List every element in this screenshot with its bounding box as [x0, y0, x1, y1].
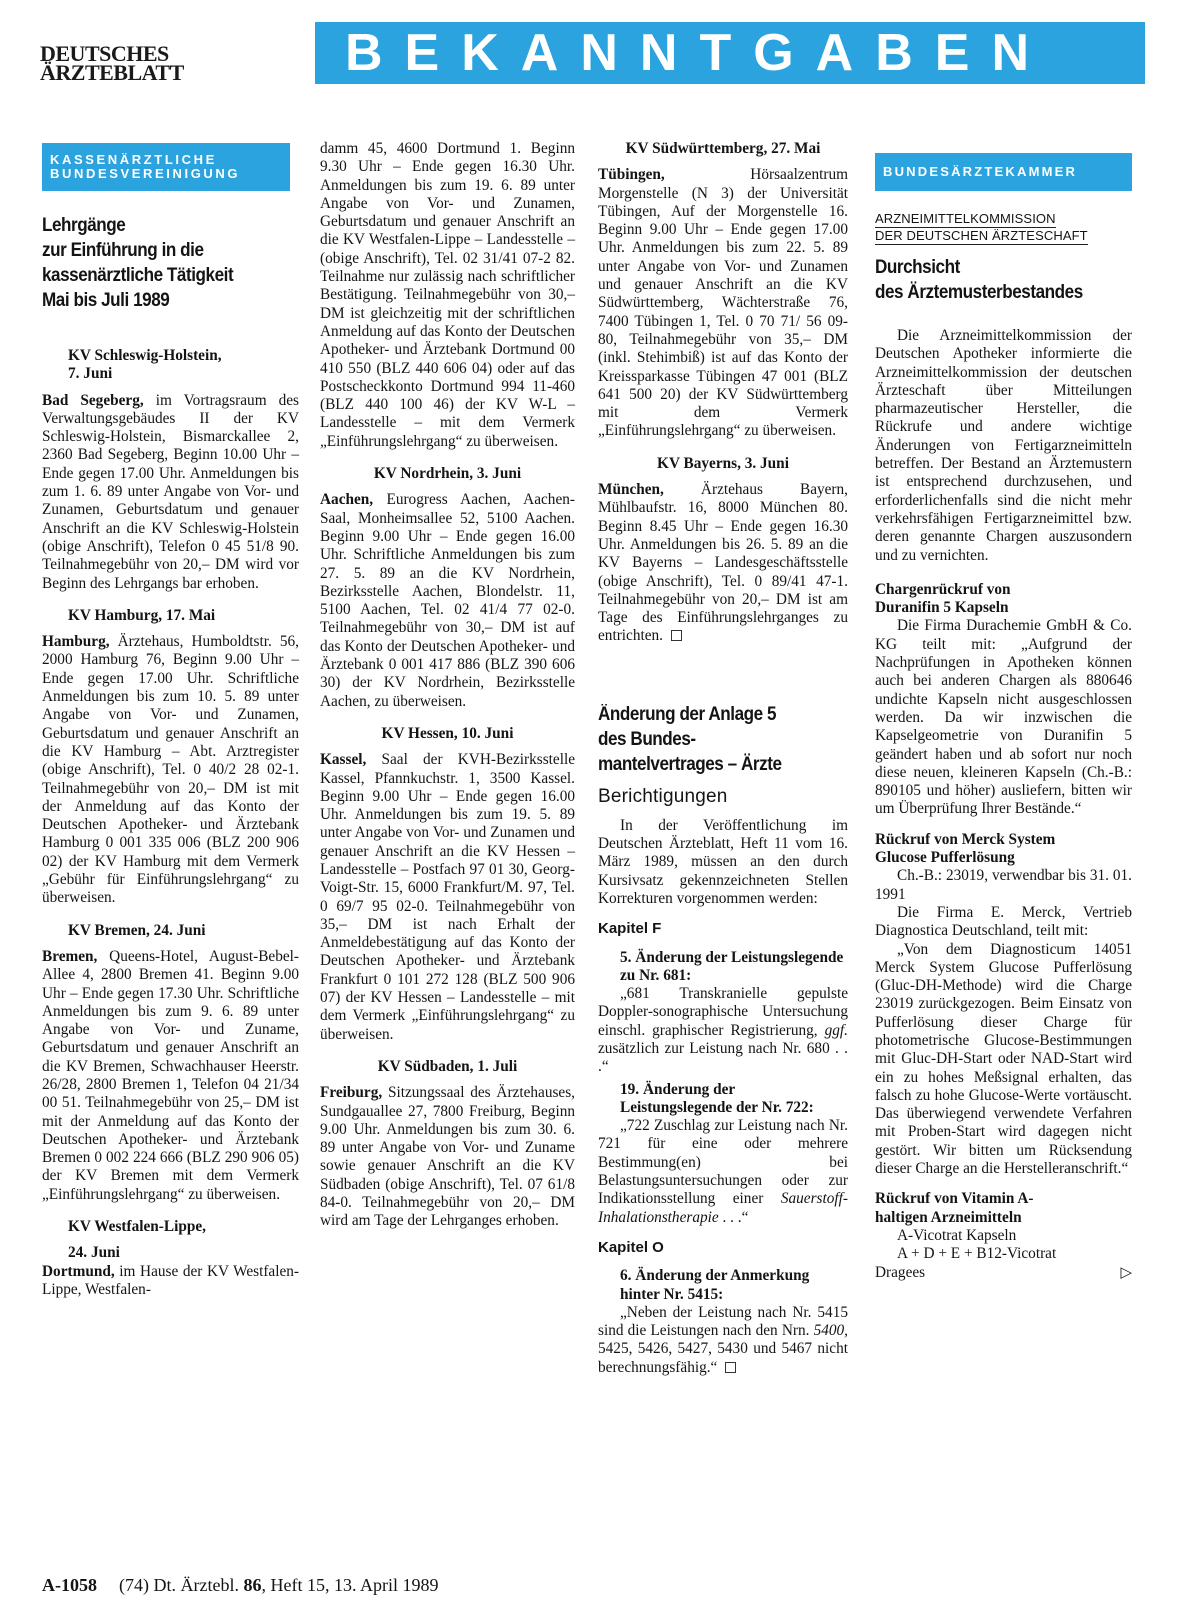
kv-heading	[42, 1218, 299, 1263]
kv-city: Kassel,	[320, 751, 367, 769]
headline-line: Mai bis Juli 1989	[42, 290, 170, 311]
kv-text: Queens-Hotel, August-Bebel-Allee 4, 2800 Bremen 41. Beginn 9.00 Uhr – Ende gegen 17.30 Uhr. Schriftliche Anmeldungen bis zum 9. 6. 89 unter Angabe von Vor- und Zuname, Geburtsdatum und genauer Anschrift an die KV Bremen, Schwachhauser Heerstr. 26/28, 2800 Bremen 1, Telefon 04 21/34 00 51. Teilnahmegebühr von 25,– DM ist mit der Anmeldung auf das Konto der Deutschen Apotheker- und Ärztebank Bremen 0 002 224 666 (BLZ 290 906 05) der KV Bremen mit dem Vermerk „Einführungslehrgang“ zu überweisen.	[42, 947, 299, 1203]
recall-firm: Die Firma E. Merck, Vertrieb Diagnostica Deutschland, teilt mit:	[875, 903, 1132, 940]
kv-city: Aachen,	[320, 491, 374, 509]
recall-text: Die Firma Durachemie GmbH & Co. KG teilt mit: „Aufgrund der Nachprüfungen in Apotheken können auch bei anderen Chargen als 880646 undichte Kapseln nicht ausgeschlossen werden. Da wir inzwischen die Kapselgeometrie von Duranifin 5 geändert haben und ab sofort nur noch diese neuen, kleineren Kapseln (Ch.-B.: 890105 und höher) ausliefern, bitten wir um Überprüfung Ihrer Bestände.“	[875, 617, 1132, 818]
column-1	[42, 143, 299, 1299]
headline-line: des Bundes-	[598, 728, 696, 750]
banner-title: BEKANNTGABEN	[345, 24, 1051, 82]
headline-line: Änderung der Anlage 5	[598, 703, 777, 725]
kv-text: im Hause der KV Westfalen-Lippe, Westfalen-	[42, 1262, 299, 1298]
headline-line: Durchsicht	[875, 257, 960, 278]
kv-city: Dortmund,	[42, 1262, 115, 1280]
recall-quote: „Von dem Diagnosticum 14051 Merck System Glucose Pufferlösung (Gluc-DH-Methode) wird die Charge 23019 zurückgezogen. Beim Einsatz von Pufferlösung dieser Charge für photometrische Glucose-Bestimmungen mit Gluc-DH-Start oder NAD-Start wird ein zu hohes Meßsignal erhalten, das falsch zu hohe Glucose-Werte vortäuscht. Das überwiegend verwendete Verfahren mit Proben-Start wird dagegen nicht gestört. Wir bitten um Rücksendung dieser Charge an die Herstelleranschrift.“	[875, 940, 1132, 1178]
kv-heading-line: 24. Juni	[68, 1244, 120, 1262]
kv-paragraph: damm 45, 4600 Dortmund 1. Beginn 9.30 Uhr – Ende gegen 16.30 Uhr. Anmeldungen bis zum 19. 6. 89 unter Angabe von Vor- und Zunamen, Geburtsdatum und genauer Anschrift an die KV Westfalen-Lippe – Landesstelle – (obige Anschrift), Tel. 02 31/41 07-2 82. Teilnahme nur zulässig nach schriftlicher Bestätigung. Teilnahmegebühr von 30,– DM ist gleichzeitig mit der schriftlichen Anmeldung auf das Konto der Deutschen Apotheker- und Ärztebank Dortmund 00 410 550 (BLZ 440 606 04) oder auf das Postscheckkonto Dortmund 994 11-460 (BLZ 440 100 46) der KV W-L – Landesstelle – mit dem Vermerk „Einführungslehrgang“ zu überweisen.	[320, 140, 575, 450]
kbv-tag	[42, 143, 290, 191]
kv-heading: KV Hessen, 10. Juni	[381, 724, 514, 742]
kv-heading: KV Südbaden, 1. Juli	[377, 1057, 518, 1075]
item-text-part: 5425, 5426, 5427, 5430 und 5467 nicht berechnungsfähig.“	[598, 1340, 848, 1376]
item-text	[598, 1304, 848, 1377]
kv-city: Bad Segeberg,	[42, 391, 144, 409]
recall-heading-line: Glucose Pufferlösung	[875, 849, 1015, 867]
kv-text: Eurogress Aachen, Aachen-Saal, Monheimsallee 52, 5100 Aachen. Beginn 9.00 Uhr – Ende gegen 16.00 Uhr. Schriftliche Anmeldungen bis zum 27. 5. 89 an die KV Nordrhein, Bezirksstelle Aachen, Blondelstr. 11, 5100 Aachen, Tel. 02 41/4 77 02-0. Teilnahmegebühr von 30,– DM ist auf das Konto der Deutschen Apotheker- und Ärztebank 0 001 417 886 (BLZ 390 606 30) der KV Nordrhein, Bezirksstelle Aachen, zu überweisen.	[320, 491, 575, 710]
item-text-part: „722 Zuschlag zur Leistung nach Nr. 721 für eine oder mehrere Bestimmung(en) bei Belastungsuntersuchungen oder zur Indikationsstellung einer	[598, 1117, 848, 1208]
intro-paragraph: In der Veröffentlichung im Deutschen Ärzteblatt, Heft 11 vom 16. März 1989, müssen an den durch Kursivsatz gekennzeichneten Stellen Korrekturen vorgenommen werden:	[598, 816, 848, 907]
recall-heading-line: Rückruf von Merck System	[875, 830, 1056, 848]
headline-line: mantelvertrages – Ärzte	[598, 753, 782, 775]
column-3	[598, 140, 848, 1377]
kv-paragraph	[598, 481, 848, 646]
kv-heading-line: KV Westfalen-Lippe,	[68, 1218, 206, 1236]
commission-caption	[875, 211, 1132, 245]
headline-line: des Ärztemusterbestandes	[875, 282, 1083, 303]
product-line: A-Vicotrat Kapseln	[897, 1226, 1017, 1244]
recall-heading-line: Duranifin 5 Kapseln	[875, 599, 1009, 617]
volume-number: 86	[243, 1575, 262, 1595]
commission-caption-line: DER DEUTSCHEN ÄRZTESCHAFT	[875, 228, 1088, 243]
column-2	[320, 140, 575, 1231]
commission-caption-line: ARZNEIMITTELKOMMISSION	[875, 211, 1056, 226]
item-text-italic: ggf.	[824, 1021, 848, 1039]
item-heading: 19. Änderung der Leistungslegende der Nr. 722:	[620, 1080, 814, 1116]
masthead-line1: DEUTSCHES	[40, 41, 169, 66]
article-headline	[875, 255, 1132, 305]
citation-part: , Heft 15, 13. April 1989	[261, 1575, 439, 1595]
kv-heading: KV Südwürttemberg, 27. Mai	[625, 140, 821, 157]
article-subhead: Berichtigungen	[598, 785, 728, 807]
recall-heading-line: haltigen Arzneimitteln	[875, 1208, 1022, 1226]
continue-arrow-icon: ▷	[1120, 1264, 1132, 1281]
recall-heading	[875, 831, 1132, 868]
kv-city: München,	[598, 481, 664, 499]
product-line	[875, 1264, 1132, 1282]
kv-heading: KV Nordrhein, 3. Juni	[373, 465, 522, 483]
recall-charge: Ch.-B.: 23019, verwendbar bis 31. 01. 1991	[875, 867, 1132, 903]
item-text-part: „Neben der Leistung nach Nr. 5415 sind die Leistungen nach den Nrn.	[598, 1303, 848, 1340]
kv-text: Hörsaalzentrum Morgenstelle (N 3) der Universität Tübingen, Auf der Morgenstelle 16. Beginn 9.00 Uhr – Ende gegen 17.00 Uhr. Anmeldungen bis zum 22. 5. 89 unter Angabe von Vor- und Zunamen und genauer Anschrift an die KV Südwürttemberg, Wächterstraße 76, 7400 Tübingen 1, Tel. 0 70 71/ 56 09-80, Teilnahmegebühr von 35,– DM (inkl. Stehimbiß) ist auf das Konto der Kreissparkasse Tübingen 47 001 (BLZ 641 500 20) der KV Südwürttemberg mit dem Vermerk „Einführungslehrgang“ zu überweisen.	[598, 166, 848, 440]
masthead-line2: ÄRZTEBLATT	[40, 60, 184, 85]
kv-paragraph	[42, 948, 299, 1204]
kv-heading: KV Hamburg, 17. Mai	[68, 606, 216, 624]
item-text-part: . . .“	[718, 1208, 749, 1226]
article-headline	[598, 702, 848, 777]
kv-city: Bremen,	[42, 947, 98, 965]
kv-heading-line: KV Schleswig-Holstein,	[68, 347, 222, 364]
kbv-tag-line1: KASSENÄRZTLICHE	[50, 152, 217, 167]
article-headline	[42, 213, 299, 313]
recall-heading-line: Chargenrückruf von	[875, 580, 1011, 598]
kv-paragraph	[42, 392, 299, 593]
kv-heading: KV Bremen, 24. Juni	[68, 921, 206, 939]
page-number: A-1058	[42, 1575, 97, 1595]
item-text	[598, 1117, 848, 1227]
kv-city: Tübingen,	[598, 166, 665, 184]
recall-heading	[875, 1190, 1132, 1227]
kv-text: Ärztehaus Bayern, Mühlbaufstr. 16, 8000 München 80. Beginn 8.45 Uhr – Ende gegen 16.30 Uhr. Anmeldungen bis 26. 5. 89 an die KV Bayerns – Landesgeschäftsstelle (obige Anschrift), Tel. 0 89/41 47-1. Teilnahmegebühr von 20,– DM ist am Tage des Einführungslehrganges zu entrichten.	[598, 481, 848, 645]
kv-heading: KV Bayerns, 3. Juni	[657, 454, 789, 472]
baek-tag: BUNDESÄRZTEKAMMER	[875, 153, 1132, 191]
kv-city: Freiburg,	[320, 1084, 383, 1102]
product-line: A + D + E + B12-Vicotrat	[897, 1245, 1057, 1263]
kv-paragraph	[320, 491, 575, 711]
product-line-text: Dragees	[875, 1263, 926, 1281]
chapter-heading: Kapitel F	[598, 920, 662, 938]
kv-paragraph	[42, 1263, 299, 1300]
kbv-tag-line2: BUNDESVEREINIGUNG	[50, 166, 241, 181]
item-text-italic: Sauerstoff-Inhalationstherapie	[598, 1190, 848, 1226]
recall-heading	[875, 581, 1132, 618]
kv-paragraph	[320, 751, 575, 1044]
end-mark-icon	[671, 630, 682, 641]
kv-heading-line: 7. Juni	[68, 365, 113, 383]
item-heading: 6. Änderung der Anmerkung hinter Nr. 5415:	[620, 1267, 810, 1303]
headline-line: zur Einführung in die	[42, 240, 204, 261]
item-text	[598, 985, 848, 1076]
chapter-heading: Kapitel O	[598, 1238, 664, 1256]
recall-heading-line: Rückruf von Vitamin A-	[875, 1190, 1034, 1208]
item-text-italic: 5400,	[813, 1322, 848, 1340]
column-4	[875, 143, 1132, 1282]
kv-text: Ärztehaus, Humboldtstr. 56, 2000 Hamburg 76, Beginn 9.00 Uhr – Ende gegen 17.00 Uhr. Schriftliche Anmeldungen bis zum 10. 5. 89 unter Angabe von Vor- und Zunamen, Geburtsdatum und genauer Anschrift an die KV Hamburg – Abt. Arztregister (obige Anschrift), Tel. 0 40/2 28 02-1. Teilnahmegebühr von 20,– DM ist mit der Anmeldung auf das Konto der Deutschen Apotheker- und Ärztebank Hamburg 0 001 335 006 (BLZ 200 906 02) der KV Hamburg mit dem Vermerk „Gebühr für Einführungslehrgang“ zu überweisen.	[42, 633, 299, 907]
kv-text: Saal der KVH-Bezirksstelle Kassel, Pfannkuchstr. 1, 3500 Kassel. Beginn 9.00 Uhr – Ende gegen 16.00 Uhr. Anmeldungen bis zum 19. 5. 89 unter Angabe von Vor- und Zunamen und genauer Anschrift an die KV Hessen – Landesstelle – Postfach 97 01 30, Georg-Voigt-Str. 15, 6000 Frankfurt/M. 97, Tel. 0 69/7 95 02-0. Teilnahmegebühr von 35,– DM ist nach Erhalt der Anmeldebestätigung auf das Konto der Deutschen Apotheker- und Ärztebank Frankfurt 0 101 272 128 (BLZ 500 906 07) der KV Hessen – Landesstelle – mit dem Vermerk „Einführungslehrgang“ zu überweisen.	[320, 751, 575, 1043]
headline-line: kassenärztliche Tätigkeit	[42, 265, 234, 286]
kv-heading	[42, 347, 299, 384]
kv-city: Hamburg,	[42, 633, 110, 651]
kv-paragraph	[42, 633, 299, 907]
end-mark-icon	[725, 1362, 736, 1373]
section-banner	[315, 22, 1145, 84]
citation-part: (74) Dt. Ärztebl.	[119, 1575, 244, 1595]
headline-line: Lehrgänge	[42, 215, 126, 236]
kv-text: im Vortragsraum des Verwaltungsgebäudes II der KV Schleswig-Holstein, Bismarckallee 2, 2360 Bad Segeberg, Beginn 10.00 Uhr – Ende gegen 17.00 Uhr. Anmeldungen bis zum 1. 6. 89 unter Angabe von Vor- und Zunamen, Geburtsdatum und genauer Anschrift an die KV Schleswig-Holstein (obige Anschrift), Telefon 0 45 51/8 90. Teilnahmegebühr von 20,– DM wird vor Beginn des Lehrgangs bar erhoben.	[42, 391, 300, 592]
item-heading: 5. Änderung der Leistungslegende zu Nr. 681:	[620, 948, 844, 984]
item-text-part: „681 Transkranielle gepulste Doppler-sonographische Untersuchung einschl. graphischer Registrierung,	[598, 985, 848, 1039]
intro-paragraph: Die Arzneimittelkommission der Deutschen Apotheker informierte die Arzneimittelkommission der deutschen Ärzteschaft über Mitteilungen pharmazeutischer Hersteller, die Rückrufe und andere wichtige Änderungen von Fertigarzneimitteln betreffen. Der Bestand an Ärztemustern ist entsprechend durchzusehen, und erforderlichenfalls sind die nicht mehr verkehrsfähigen Fertigarzneimittel bzw. deren genannte Chargen auszusondern und zu vernichten.	[875, 327, 1132, 564]
item-text-part: zusätzlich zur Leistung nach Nr. 680 . . .“	[598, 1039, 848, 1076]
kv-paragraph	[598, 166, 848, 440]
kv-text: Sitzungssaal des Ärztehauses, Sundgauallee 27, 7800 Freiburg, Beginn 9.00 Uhr. Anmeldungen bis zum 30. 6. 89 unter Angabe von Vor- und Zuname sowie genauer Anschrift an die KV Südbaden (obige Anschrift), Tel. 07 61/8 84-0. Teilnahmegebühr von 20,– DM wird am Tage der Lehrganges erhoben.	[320, 1084, 575, 1230]
page-footer	[42, 1574, 438, 1596]
masthead-logo	[40, 41, 220, 85]
kv-paragraph	[320, 1084, 575, 1230]
